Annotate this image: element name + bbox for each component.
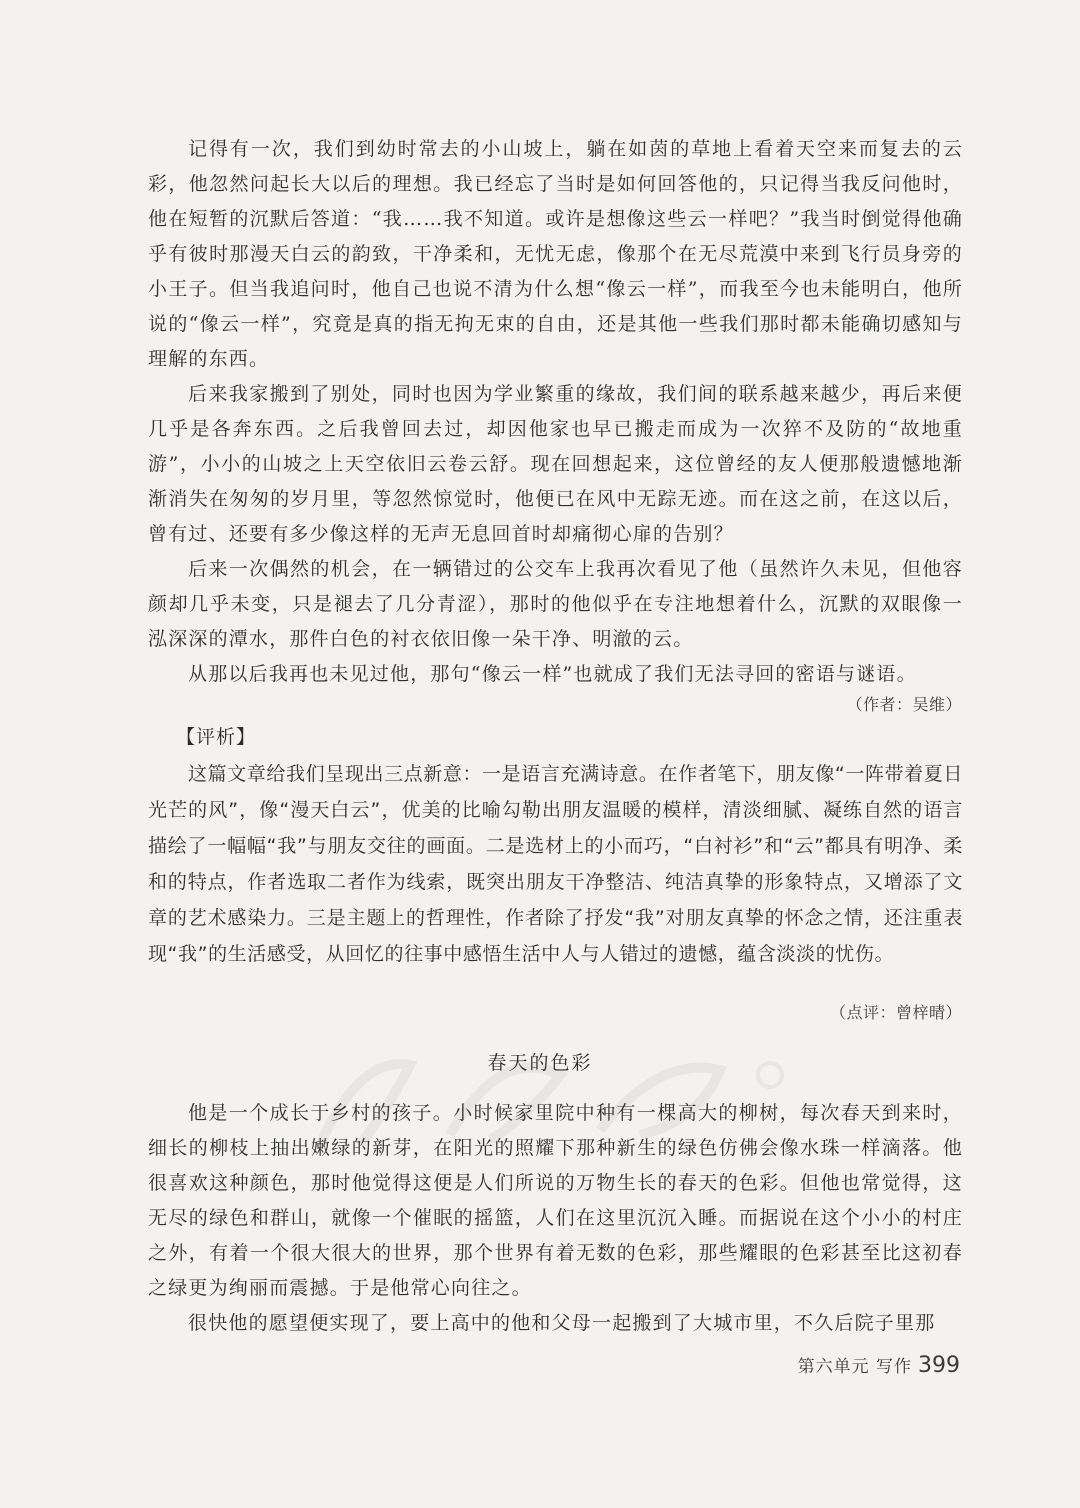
page-footer [798, 1352, 960, 1378]
essay-1-paragraph: 后来我家搬到了别处，同时也因为学业繁重的缘故，我们间的联系越来越少，再后来便几乎是各奔东西。之后我曾回去过，却因他家也早已搬走而成为一次猝不及防的“故地重游”，小小的山坡之上天空依旧云卷云舒。现在回想起来，这位曾经的友人便那般遗憾地渐渐消失在匆匆的岁月里，等忽然惊觉时，他便已在风中无踪无迹。而在这之前，在这以后，曾有过、还要有多少像这样的无声无息回首时却痛彻心扉的告别？ [148, 383, 963, 545]
page-number: 399 [918, 1353, 960, 1378]
author-credit: （作者：吴维） [846, 695, 962, 714]
essay-1-body [148, 132, 963, 692]
unit-label: 第六单元 写作 [797, 1357, 912, 1377]
essay-1-paragraph: 记得有一次，我们到幼时常去的小山坡上，躺在如茵的草地上看着天空来而复去的云彩，他忽然问起长大以后的理想。我已经忘了当时是如何回答他的，只记得当我反问他时，他在短暂的沉默后答道：“我……我不知道。或许是想像这些云一样吧？”我当时倒觉得他确乎有彼时那漫天白云的韵致，干净柔和，无忧无虑，像那个在无尽荒漠中来到飞行员身旁的小王子。但当我追问时，他自己也说不清为什么想“像云一样”，而我至今也未能明白，他所说的“像云一样”，究竟是真的指无拘无束的自由，还是其他一些我们那时都未能确切感知与理解的东西。 [148, 138, 963, 370]
essay-2-body [148, 1096, 963, 1341]
commentary-text: 这篇文章给我们呈现出三点新意：一是语言充满诗意。在作者笔下，朋友像“一阵带着夏日光芒的风”，像“漫天白云”，优美的比喻勾勒出朋友温暖的模样，清淡细腻、凝练自然的语言描绘了一幅幅“我”与朋友交往的画面。二是选材上的小而巧，“白衬衫”和“云”都具有明净、柔和的特点，作者选取二者作为线索，既突出朋友干净整洁、纯洁真挚的形象特点，又增添了文章的艺术感染力。三是主题上的哲理性，作者除了抒发“我”对朋友真挚的怀念之情，还注重表现“我”的生活感受，从回忆的往事中感悟生活中人与人错过的遗憾，蕴含淡淡的忧伤。 [148, 763, 963, 965]
essay-2-paragraph: 很快他的愿望便实现了，要上高中的他和父母一起搬到了大城市里，不久后院子里那 [188, 1312, 936, 1334]
essay-2-title: 春天的色彩 [487, 1052, 593, 1074]
commentary-heading: 【评析】 [176, 726, 257, 748]
essay-1-paragraph: 从那以后我再也未见过他，那句“像云一样”也就成了我们无法寻回的密语与谜语。 [188, 663, 917, 685]
reviewer-credit: （点评：曾梓晴） [829, 1003, 962, 1022]
essay-1-paragraph: 后来一次偶然的机会，在一辆错过的公交车上我再次看见了他（虽然许久未见，但他容颜却几乎未变，只是褪去了几分青涩），那时的他似乎在专注地想着什么，沉默的双眼像一泓深深的潭水，那件白色的衬衣依旧像一朵干净、明澈的云。 [148, 558, 963, 650]
essay-2-paragraph: 他是一个成长于乡村的孩子。小时候家里院中种有一棵高大的柳树，每次春天到来时，细长的柳枝上抽出嫩绿的新芽，在阳光的照耀下那种新生的绿色仿佛会像水珠一样滴落。他很喜欢这种颜色，那时他觉得这便是人们所说的万物生长的春天的色彩。但他也常觉得，这无尽的绿色和群山，就像一个催眠的摇篮，人们在这里沉沉入睡。而据说在这个小小的村庄之外，有着一个很大很大的世界，那个世界有着无数的色彩，那些耀眼的色彩甚至比这初春之绿更为绚丽而震撼。于是他常心向往之。 [148, 1102, 963, 1299]
commentary-body [148, 756, 963, 972]
